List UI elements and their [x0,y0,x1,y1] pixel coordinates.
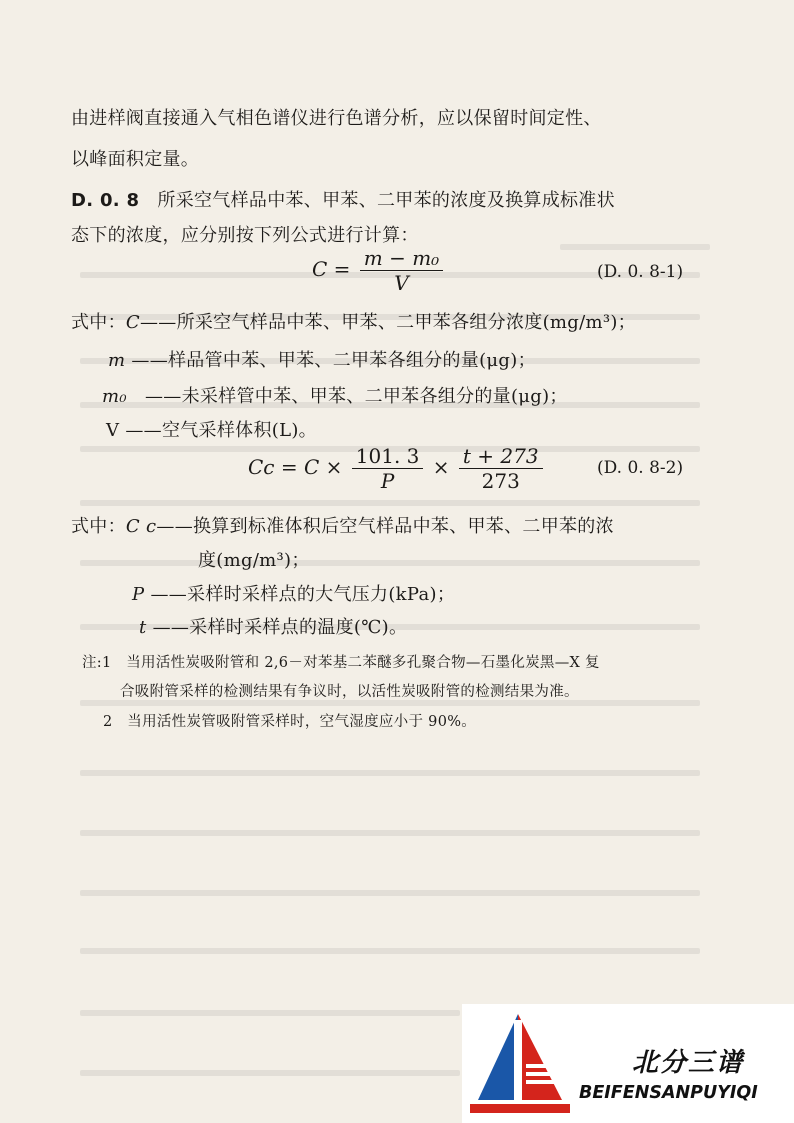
where2-cc-symbol: C c [125,516,157,537]
where1-c [71,308,636,334]
where1-m [108,346,536,372]
body-line-2: 以峰面积定量。 [71,149,200,170]
clause-d-0-8 [71,186,615,212]
where1-c-desc: ——所采空气样品中苯、甲苯、二甲苯各组分浓度(mg/m³)； [139,312,636,333]
formula2-fraction-2 [459,444,543,493]
where2-p-symbol: P [132,584,145,605]
where1-m-symbol: m [108,350,126,371]
formula2-times: × [432,455,450,479]
note-label: 注:1 [82,655,112,671]
formula2-f2-denominator: 273 [481,469,520,493]
note-1 [82,651,600,672]
formula2-f1-numerator: 101. 3 [352,444,424,469]
clause-number: D. 0. 8 [71,190,140,211]
where2-t [139,613,407,639]
formula2-lhs: Cc = C × [248,455,343,479]
formula-d-0-8-1 [312,246,446,295]
where2-t-symbol: t [139,617,147,638]
where2-intro: 式中： [71,516,126,537]
formula1-lhs: C = [312,257,351,281]
where1-m0-desc: ——未采样管中苯、甲苯、二甲苯各组分的量(μg)； [144,386,568,407]
clause-text: 所采空气样品中苯、甲苯、二甲苯的浓度及换算成标准状 [157,190,615,211]
formula-d-0-8-2 [248,444,546,493]
where2-cc [71,512,614,538]
where1-v [106,416,317,442]
where1-intro: 式中： [71,312,126,333]
where2-p [132,580,455,606]
body-line-1: 由进样阀直接通入气相色谱仪进行色谱分析，应以保留时间定性、 [71,108,602,129]
where2-cc-desc: ——换算到标准体积后空气样品中苯、甲苯、二甲苯的浓 [156,516,614,537]
clause-line-2: 态下的浓度，应分别按下列公式进行计算： [71,225,419,246]
logo-english-name: BEIFENSANPUYIQI [579,1083,758,1103]
where2-cc-desc-2: 度(mg/m³)； [198,550,310,571]
formula1-number: (D. 0. 8-1) [597,262,684,282]
formula2-f2-numerator: t + 273 [459,444,543,469]
note-1-cont: 合吸附管采样的检测结果有争议时，以活性炭吸附管的检测结果为准。 [120,684,579,700]
logo-chinese-name: 北分三谱 [632,1048,745,1078]
where2-t-desc: ——采样时采样点的温度(℃)。 [152,617,408,638]
formula1-fraction [360,246,443,295]
where1-m0-symbol: m₀ [102,386,127,407]
formula1-denominator: V [394,271,409,295]
where2-p-desc: ——采样时采样点的大气压力(kPa)； [150,584,456,605]
where1-v-symbol: V [106,420,120,441]
formula2-number: (D. 0. 8-2) [597,458,684,478]
formula2-f1-denominator: P [380,469,395,493]
note-2-text: 当用活性炭管吸附管采样时，空气湿度应小于 90%。 [127,714,477,730]
where1-m0 [102,382,568,408]
logo-icon [470,1012,570,1116]
note-2-number: 2 [103,714,113,730]
where1-v-desc: ——空气采样体积(L)。 [125,420,317,441]
where1-m-desc: ——样品管中苯、甲苯、二甲苯各组分的量(μg)； [131,350,536,371]
formula2-fraction-1 [352,444,424,493]
formula1-numerator: m − m₀ [360,246,443,271]
where1-c-symbol: C [125,312,140,333]
note-1-text: 当用活性炭吸附管和 2,6－对苯基二苯醚多孔聚合物—石墨化炭黑—X 复 [126,655,600,671]
note-2 [103,710,476,731]
